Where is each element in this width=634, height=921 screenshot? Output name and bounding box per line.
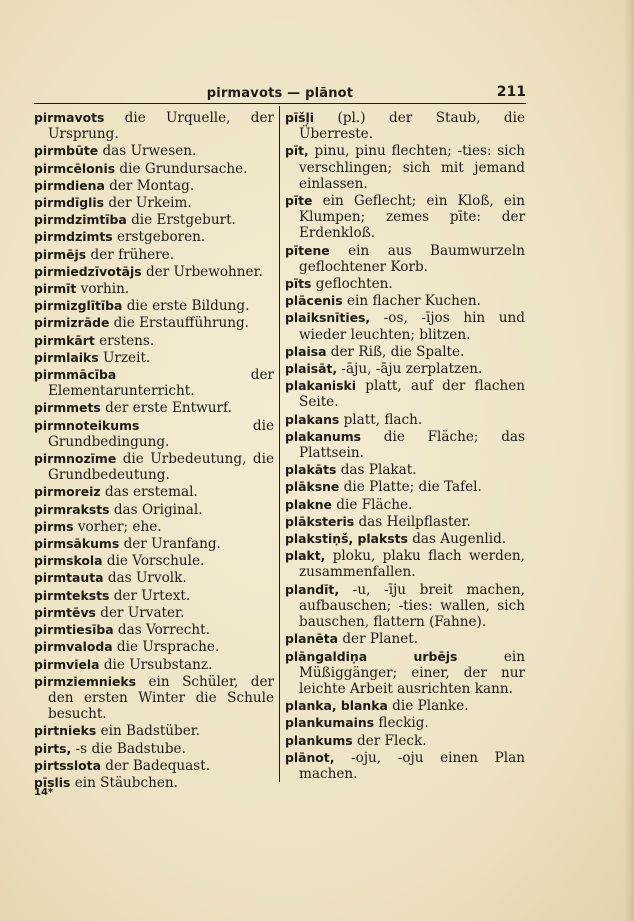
entry-definition: der frühere. <box>90 246 175 263</box>
entry-definition: die Urquelle, der Ursprung. <box>48 110 274 143</box>
dictionary-entry <box>34 775 274 791</box>
entry-headword: plandīt, <box>285 581 340 597</box>
entry-definition: die Ursubstanz. <box>103 656 213 673</box>
dictionary-entry <box>285 378 525 410</box>
entry-definition: der Uranfang. <box>123 536 221 553</box>
entry-definition: pinu, pinu flechten; -ties: sich verschlingen; sich mit jemand einlassen. <box>299 143 525 192</box>
entry-definition: die Fläche. <box>336 496 413 513</box>
entry-headword: plankumains <box>285 715 375 731</box>
entry-definition: Urzeit. <box>102 349 151 366</box>
entry-headword: pirmavots <box>34 110 105 125</box>
entry-headword: pirmdzimts <box>34 229 113 245</box>
entry-headword: planēta <box>285 631 338 647</box>
entry-headword: plakanums <box>285 428 362 444</box>
column-divider <box>279 106 280 782</box>
dictionary-entry <box>285 514 525 530</box>
entry-definition: der Riß, die Spalte. <box>330 343 465 360</box>
entry-headword: pirmīt <box>34 281 77 297</box>
entry-definition: (pl.) der Staub, die Überreste. <box>299 110 526 143</box>
dictionary-entry <box>285 143 525 192</box>
entry-definition: ein Badstüber. <box>100 723 201 740</box>
entry-headword: pirmziemnieks <box>34 673 136 689</box>
dictionary-entry <box>285 110 525 142</box>
dictionary-entry <box>34 553 274 569</box>
entry-headword: pirmtēvs <box>34 604 96 620</box>
entry-definition: ein Stäubchen. <box>74 774 178 791</box>
page-number: 211 <box>496 84 526 100</box>
entry-headword: pirmcēlonis <box>34 160 116 176</box>
entry-headword: plānot, <box>285 749 335 765</box>
entry-headword: pirmtauta <box>34 570 104 586</box>
entry-headword: plācenis <box>285 293 343 309</box>
entry-headword: pirmvaloda <box>34 639 113 655</box>
dictionary-entry <box>285 310 525 342</box>
entry-definition: die Vorschule. <box>106 553 205 570</box>
dictionary-entry <box>285 412 525 428</box>
entry-definition: platt, flach. <box>343 411 423 428</box>
entry-headword: pirmbūte <box>34 143 99 159</box>
entry-definition: -oju, -oju einen Plan machen. <box>299 749 525 782</box>
entry-headword: pirmdiena <box>34 177 105 193</box>
entry-headword: plāksne <box>285 479 340 495</box>
dictionary-entry <box>34 502 274 518</box>
dictionary-entry <box>34 367 274 399</box>
entry-headword: pirmdīglis <box>34 195 104 211</box>
entry-headword: pirmdzimtība <box>34 212 127 228</box>
entry-headword: plakstiņš, plaksts <box>285 531 408 547</box>
entry-headword: pīts <box>285 276 312 292</box>
entry-definition: der Montag. <box>109 177 195 194</box>
entry-definition: ein Geflecht; ein Kloß, ein Klumpen; zemes pīte: der Erdenkloß. <box>299 193 525 242</box>
dictionary-entry <box>34 229 274 245</box>
entry-definition: der Urtext. <box>113 587 191 604</box>
entry-definition: der Urvater. <box>100 604 185 621</box>
entry-definition: ein Müßiggänger; einer, der nur leichte Arbeit ausrichten kann. <box>299 648 526 697</box>
entry-headword: pirmējs <box>34 246 87 262</box>
entry-headword: pīte <box>285 193 313 209</box>
dictionary-entry <box>34 315 274 331</box>
dictionary-entry <box>34 418 274 450</box>
entry-definition: die Erstgeburt. <box>131 212 236 229</box>
entry-headword: pirmizrāde <box>34 315 110 331</box>
entry-definition: das Original. <box>113 501 203 518</box>
entry-definition: das Urwesen. <box>102 143 197 160</box>
dictionary-entry <box>285 479 525 495</box>
dictionary-entry <box>34 674 274 723</box>
entry-headword: pirmiedzīvotājs <box>34 263 142 279</box>
dictionary-entry <box>34 588 274 604</box>
entry-definition: -āju, -āju zerplatzen. <box>341 361 483 378</box>
entry-headword: plāngaldiņa urbējs <box>285 648 458 664</box>
entry-definition: ploku, plaku flach werden, zusammenfallen. <box>299 548 525 581</box>
entry-definition: der Planet. <box>342 631 419 648</box>
dictionary-entry <box>34 657 274 673</box>
entry-headword: plāksteris <box>285 513 355 529</box>
dictionary-entry <box>285 548 525 580</box>
entry-definition: die Platte; die Tafel. <box>343 479 482 496</box>
entry-definition: das Augenlid. <box>412 531 507 548</box>
entry-definition: erstgeboren. <box>117 229 206 246</box>
entry-headword: pīšļi <box>285 110 314 125</box>
entry-headword: plaisāt, <box>285 361 338 377</box>
dictionary-entry <box>34 333 274 349</box>
entry-headword: plaiksnīties, <box>285 310 371 326</box>
entry-definition: die Urbedeutung, die Grundbedeutung. <box>48 451 274 484</box>
dictionary-entry <box>285 462 525 478</box>
dictionary-entry <box>285 698 525 714</box>
entry-headword: pirts, <box>34 740 72 756</box>
dictionary-entry <box>285 649 525 698</box>
dictionary-entry <box>34 400 274 416</box>
entry-headword: pirmsākums <box>34 536 120 552</box>
entry-definition: -u, -īju breit machen, aufbauschen; -ties: wallen, sich bauschen, flattern (Fahne). <box>299 581 525 631</box>
dictionary-entry <box>34 622 274 638</box>
dictionary-entry <box>34 484 274 500</box>
dictionary-entry <box>285 497 525 513</box>
entry-headword: plakne <box>285 496 332 512</box>
dictionary-entry <box>34 298 274 314</box>
entry-definition: ein aus Baumwurzeln geflochtener Korb. <box>299 242 525 275</box>
entry-definition: die Fläche; das Plattsein. <box>299 428 525 462</box>
entry-definition: die Planke. <box>392 698 469 715</box>
dictionary-entry <box>285 193 525 242</box>
entry-definition: ein flacher Kuchen. <box>347 293 481 310</box>
entry-headword: pirmnozīme <box>34 451 117 467</box>
entry-definition: platt, auf der flachen Seite. <box>299 378 525 411</box>
dictionary-entry <box>285 293 525 309</box>
dictionary-entry <box>34 110 274 142</box>
entry-definition: geflochten. <box>315 276 393 293</box>
dictionary-entry <box>285 429 525 461</box>
page-header <box>34 82 526 104</box>
entry-definition: die Ursprache. <box>116 639 220 656</box>
entry-definition: fleckig. <box>378 715 429 732</box>
dictionary-entry <box>34 536 274 552</box>
entry-headword: pītene <box>285 242 330 258</box>
dictionary-entry <box>285 582 525 631</box>
entry-headword: planka, blanka <box>285 698 388 714</box>
dictionary-entry <box>285 750 525 782</box>
entry-definition: ein Schüler, der den ersten Winter die Schule besucht. <box>48 673 274 723</box>
entry-headword: pīt, <box>285 143 309 159</box>
entry-headword: pīslis <box>34 774 71 790</box>
entry-definition: -s die Badstube. <box>75 740 186 757</box>
entry-headword: pirmnoteikums <box>34 417 140 433</box>
entry-headword: plankums <box>285 732 353 748</box>
entry-definition: die Erstaufführung. <box>113 315 250 332</box>
dictionary-entry <box>34 247 274 263</box>
entry-definition: erstens. <box>99 332 155 349</box>
dictionary-entry <box>34 605 274 621</box>
dictionary-entry <box>34 350 274 366</box>
entry-definition: das Heilpflaster. <box>358 513 471 530</box>
signature-mark: 14* <box>34 787 54 798</box>
entry-definition: der Badequast. <box>105 757 211 774</box>
page-edge-shadow <box>624 0 634 921</box>
dictionary-entry <box>285 733 525 749</box>
dictionary-entry <box>34 264 274 280</box>
entry-definition: der Fleck. <box>356 732 427 749</box>
entry-headword: pirmviela <box>34 656 100 672</box>
entry-definition: das Urvolk. <box>107 570 187 587</box>
entry-definition: die erste Bildung. <box>126 298 250 315</box>
header-rule <box>34 103 526 104</box>
left-column <box>34 110 274 792</box>
entry-definition: die Grundursache. <box>119 160 248 177</box>
dictionary-entry <box>34 178 274 194</box>
entry-headword: pirmmets <box>34 400 101 416</box>
entry-headword: pirmkārt <box>34 332 95 348</box>
dictionary-entry <box>34 639 274 655</box>
entry-headword: pirmraksts <box>34 501 110 517</box>
entry-headword: pirms <box>34 518 74 534</box>
dictionary-entry <box>34 570 274 586</box>
dictionary-entry <box>285 276 525 292</box>
dictionary-entry <box>285 344 525 360</box>
entry-headword: plakans <box>285 411 340 427</box>
dictionary-entry <box>34 143 274 159</box>
dictionary-entry <box>285 631 525 647</box>
dictionary-entry <box>34 161 274 177</box>
entry-definition: -os, -ījos hin und wieder leuchten; blitzen. <box>299 310 525 343</box>
dictionary-entry <box>34 195 274 211</box>
entry-headword: plakāts <box>285 462 337 478</box>
entry-definition: das erstemal. <box>104 484 198 501</box>
entry-headword: plakt, <box>285 548 326 564</box>
dictionary-entry <box>34 741 274 757</box>
entry-headword: plaisa <box>285 343 327 359</box>
dictionary-entry <box>34 212 274 228</box>
entry-definition: die Grundbedingung. <box>48 417 274 450</box>
dictionary-entry <box>34 519 274 535</box>
right-column <box>285 110 525 783</box>
entry-headword: pirmizglītība <box>34 298 123 314</box>
dictionary-entry <box>285 361 525 377</box>
entry-definition: der Elementarunterricht. <box>48 367 274 400</box>
entry-definition: der erste Entwurf. <box>105 400 232 417</box>
entry-headword: pirmlaiks <box>34 349 99 365</box>
dictionary-entry <box>34 758 274 774</box>
dictionary-entry <box>285 243 525 275</box>
entry-headword: plakaniski <box>285 378 357 394</box>
entry-headword: pirtnieks <box>34 723 97 739</box>
entry-definition: vorher; ehe. <box>77 518 162 535</box>
dictionary-entry <box>34 451 274 483</box>
dictionary-entry <box>285 531 525 547</box>
entry-headword: pirmmācība <box>34 367 117 383</box>
entry-headword: pirtsslota <box>34 757 101 773</box>
dictionary-entry <box>285 715 525 731</box>
dictionary-entry <box>34 723 274 739</box>
entry-headword: pirmtiesība <box>34 622 114 638</box>
entry-definition: das Plakat. <box>340 462 417 479</box>
entry-headword: pirmoreiz <box>34 484 101 500</box>
entry-headword: pirmteksts <box>34 587 110 603</box>
entry-definition: der Urkeim. <box>108 195 192 212</box>
dictionary-entry <box>34 281 274 297</box>
entry-definition: das Vorrecht. <box>117 622 210 639</box>
entry-definition: vorhin. <box>80 281 130 298</box>
running-head: pirmavots — plānot <box>206 86 354 101</box>
entry-definition: der Urbewohner. <box>145 263 263 280</box>
entry-headword: pirmskola <box>34 553 103 569</box>
